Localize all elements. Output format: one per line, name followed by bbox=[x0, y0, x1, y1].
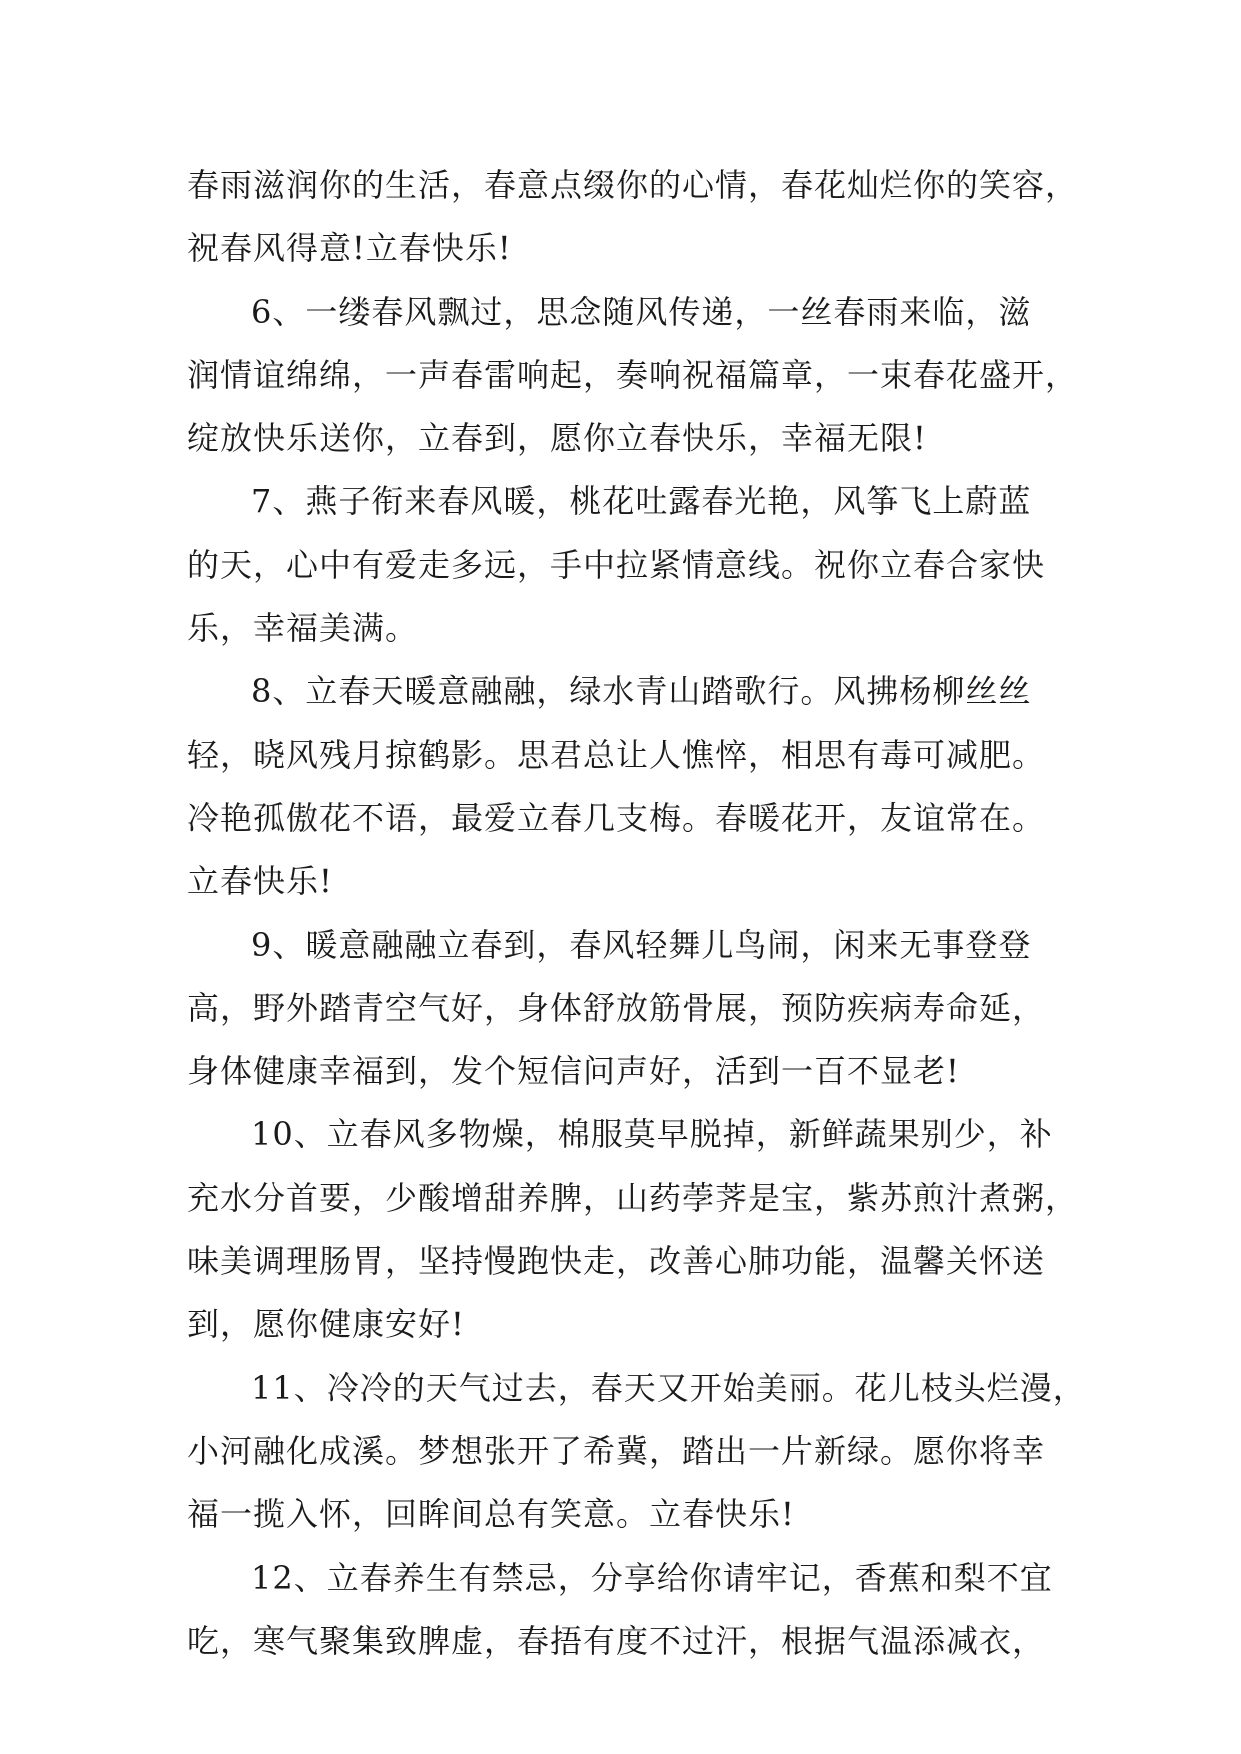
text-line: 轻，晓风残月掠鹤影。思君总让人憔悴，相思有毒可减肥。 bbox=[187, 735, 1046, 774]
paragraph-first-line: 7、燕子衔来春风暖，桃花吐露春光艳，风筝飞上蔚蓝 bbox=[251, 482, 1032, 521]
paragraph-first-line: 10、立春风多物燥，棉服莫早脱掉，新鲜蔬果别少，补 bbox=[251, 1115, 1053, 1154]
text-line: 味美调理肠胃，坚持慢跑快走，改善心肺功能，温馨关怀送 bbox=[187, 1242, 1046, 1281]
text-line: 春雨滋润你的生活，春意点缀你的心情，春花灿烂你的笑容， bbox=[187, 166, 1079, 204]
text-line: 身体健康幸福到，发个短信问声好，活到一百不显老! bbox=[187, 1052, 960, 1091]
paragraph-first-line: 6、一缕春风飘过，思念随风传递，一丝春雨来临，滋 bbox=[251, 292, 1032, 331]
text-line: 福一揽入怀，回眸间总有笑意。立春快乐! bbox=[187, 1495, 795, 1534]
text-line: 冷艳孤傲花不语，最爱立春几支梅。春暖花开，友谊常在。 bbox=[187, 798, 1046, 837]
text-line: 的天，心中有爱走多远，手中拉紧情意线。祝你立春合家快 bbox=[187, 545, 1046, 584]
text-line: 立春快乐! bbox=[187, 862, 333, 901]
text-line: 充水分首要，少酸增甜养脾，山药荸荠是宝，紫苏煎汁煮粥， bbox=[187, 1178, 1079, 1217]
text-line: 吃，寒气聚集致脾虚，春捂有度不过汗，根据气温添减衣， bbox=[187, 1621, 1046, 1660]
paragraph-first-line: 11、冷冷的天气过去，春天又开始美丽。花儿枝头烂漫， bbox=[251, 1368, 1086, 1407]
text-line: 到，愿你健康安好! bbox=[187, 1305, 465, 1344]
text-line: 高，野外踏青空气好，身体舒放筋骨展，预防疾病寿命延， bbox=[187, 988, 1046, 1027]
text-line: 乐，幸福美满。 bbox=[187, 609, 419, 648]
text-line: 小河融化成溪。梦想张开了希冀，踏出一片新绿。愿你将幸 bbox=[187, 1431, 1046, 1470]
text-line: 润情谊绵绵，一声春雷响起，奏响祝福篇章，一束春花盛开， bbox=[187, 355, 1079, 394]
document-body bbox=[187, 154, 1086, 1673]
text-line: 绽放快乐送你，立春到，愿你立春快乐，幸福无限! bbox=[187, 419, 927, 458]
paragraph-first-line: 12、立春养生有禁忌，分享给你请牢记，香蕉和梨不宜 bbox=[251, 1558, 1053, 1597]
paragraph-first-line: 9、暖意融融立春到，春风轻舞儿鸟闹，闲来无事登登 bbox=[251, 925, 1032, 964]
paragraph-first-line: 8、立春天暖意融融，绿水青山踏歌行。风拂杨柳丝丝 bbox=[251, 672, 1032, 711]
text-line: 祝春风得意!立春快乐! bbox=[187, 229, 512, 268]
